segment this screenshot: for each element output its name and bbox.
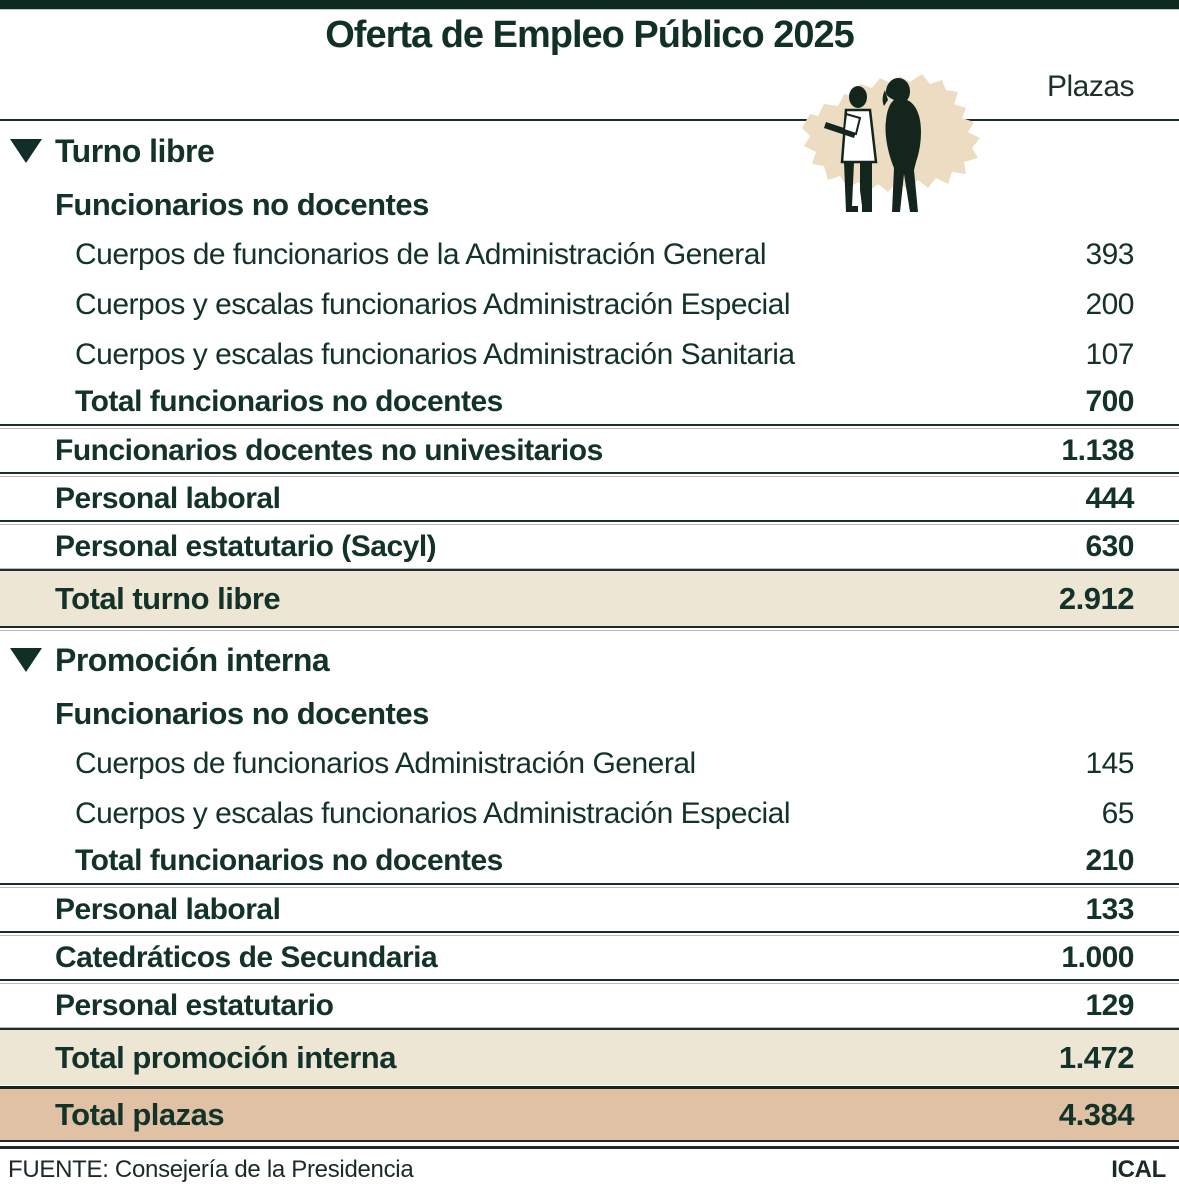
map-people-icon — [788, 66, 988, 218]
row-value: 393 — [1085, 238, 1134, 271]
triangle-down-icon — [10, 139, 42, 163]
top-accent-bar — [0, 0, 1179, 10]
table-row — [0, 839, 1179, 883]
table-row — [0, 280, 1179, 330]
source-text: FUENTE: Consejería de la Presidencia — [8, 1155, 414, 1183]
table-row — [0, 689, 1179, 739]
table-row — [0, 525, 1179, 568]
table-row — [0, 631, 1179, 689]
row-label: Turno libre — [10, 133, 214, 170]
agency-credit: ICAL — [1111, 1155, 1166, 1183]
row-label: Cuerpos y escalas funcionarios Administración Especial — [75, 797, 791, 830]
table-row — [0, 739, 1179, 789]
row-value: 2.912 — [1058, 580, 1134, 616]
row-label: Total funcionarios no docentes — [75, 844, 503, 877]
row-value: 1.138 — [1061, 433, 1134, 467]
row-label: Cuerpos y escalas funcionarios Administración Especial — [75, 288, 791, 321]
row-value: 145 — [1085, 747, 1134, 780]
row-label: Total plazas — [55, 1096, 225, 1132]
row-value: 4.384 — [1058, 1096, 1134, 1132]
row-value: 1.000 — [1061, 940, 1134, 974]
row-label: Total turno libre — [55, 580, 281, 616]
row-label: Personal laboral — [55, 892, 281, 926]
row-value: 133 — [1085, 892, 1134, 926]
row-label: Funcionarios no docentes — [55, 696, 429, 731]
row-label: Promoción interna — [10, 642, 329, 679]
table-row — [0, 122, 1179, 180]
castilla-y-leon-map-illustration — [788, 66, 988, 218]
table-row — [0, 380, 1179, 424]
page-title: Oferta de Empleo Público 2025 — [325, 14, 854, 56]
row-value: 107 — [1085, 338, 1134, 371]
row-value: 65 — [1101, 797, 1134, 830]
row-value: 630 — [1085, 529, 1134, 563]
row-value: 200 — [1085, 288, 1134, 321]
row-label: Total promoción interna — [55, 1039, 396, 1075]
table-row — [0, 477, 1179, 520]
row-value: 210 — [1085, 844, 1134, 877]
row-label: Cuerpos de funcionarios Administración General — [75, 747, 696, 780]
employment-table — [0, 122, 1179, 1188]
row-label: Personal laboral — [55, 481, 281, 515]
row-label: Total funcionarios no docentes — [75, 385, 503, 418]
row-label: Funcionarios no docentes — [55, 187, 429, 222]
header-divider — [0, 119, 1179, 121]
triangle-down-icon — [10, 648, 42, 672]
row-value: 129 — [1085, 988, 1134, 1022]
row-value: 444 — [1085, 481, 1134, 515]
table-row — [0, 230, 1179, 280]
row-label: Catedráticos de Secundaria — [55, 940, 438, 974]
plazas-column-header: Plazas — [1046, 70, 1134, 103]
table-row — [0, 1089, 1179, 1140]
row-value: 1.472 — [1058, 1039, 1134, 1075]
footer — [0, 1149, 1179, 1188]
row-label: Cuerpos de funcionarios de la Administración General — [75, 238, 767, 271]
row-label: Cuerpos y escalas funcionarios Administración Sanitaria — [75, 338, 795, 371]
table-row — [0, 984, 1179, 1027]
table-row — [0, 936, 1179, 979]
table-row — [0, 789, 1179, 839]
row-value: 700 — [1085, 385, 1134, 418]
table-row — [0, 1030, 1179, 1085]
row-label: Funcionarios docentes no univesitarios — [55, 433, 603, 467]
table-row — [0, 330, 1179, 380]
table-row — [0, 429, 1179, 472]
table-row — [0, 571, 1179, 626]
footer-divider — [0, 1140, 1179, 1149]
table-row — [0, 180, 1179, 230]
table-row — [0, 888, 1179, 931]
row-label: Personal estatutario (Sacyl) — [55, 529, 437, 563]
row-label: Personal estatutario — [55, 988, 334, 1022]
